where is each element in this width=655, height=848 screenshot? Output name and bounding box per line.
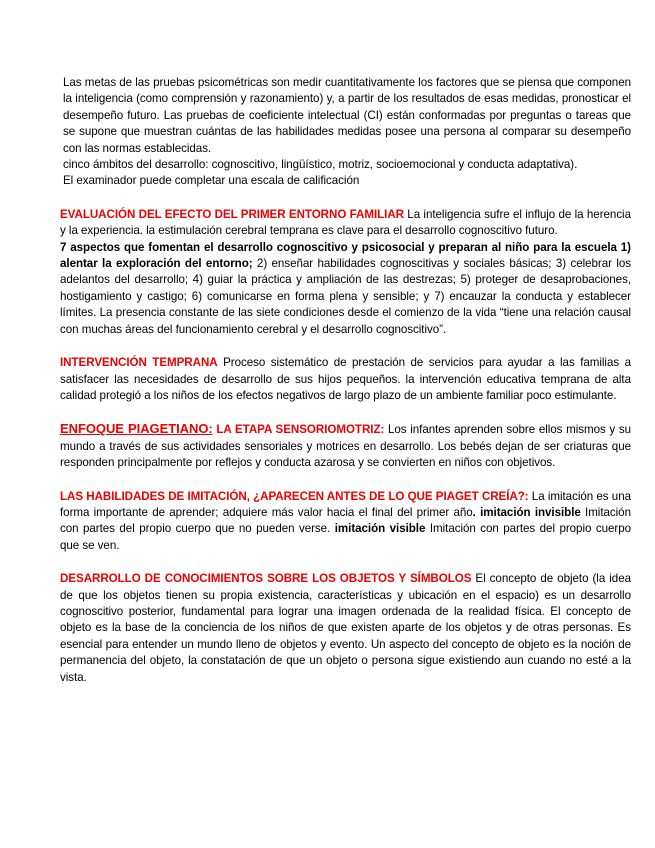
section-early-intervention <box>60 355 631 404</box>
term-invisible: imitación invisible <box>475 505 581 519</box>
intro-paragraph <box>60 75 631 190</box>
section-heading: INTERVENCIÓN TEMPRANA <box>60 356 218 370</box>
section-piagetian <box>60 421 631 471</box>
section-text: La inteligencia sufre el influjo de la herencia y la experiencia. la estimulación cerebral temprana es clave para el desarrollo cognoscitivo futuro. <box>60 207 631 238</box>
section-heading: LAS HABILIDADES DE IMITACIÓN, ¿APARECEN ANTES DE LO QUE PIAGET CREÍA?: <box>60 489 529 503</box>
intro-domains: cinco ámbitos del desarrollo: cognoscitivo, lingüístico, motriz, socioemocional y conducta adaptativa). <box>63 158 578 172</box>
section-heading: DESARROLLO DE CONOCIMIENTOS SOBRE LOS OBJETOS Y SÍMBOLOS <box>60 572 472 586</box>
intro-examiner: El examinador puede completar una escala de calificación <box>63 174 360 188</box>
section-text: El concepto de objeto (la idea de que los objetos tienen su propia existencia, características y ubicación en el espacio) es un desarrollo cognoscitivo posterior, fundamental para lograr una imagen ordenada de la realidad física. El concepto de objeto es la base de la conciencia de los niños de que existen aparte de los objetos y de otras personas. Es esencial para entender un mundo lleno de objetos y evento. Un aspecto del concepto de objeto es la noción de permanencia del objeto, la constatación de que un objeto o persona sigue existiendo aun cuando no esté a la vista. <box>60 572 631 684</box>
aspects-text: 2) enseñar habilidades cognoscitivas y sociales básicas; 3) celebrar los adelantos del desarrollo; 4) guiar la práctica y ampliación de las destrezas; 5) proteger de desaprobaciones, hostigamiento y castigo; 6) comunicarse en forma plena y sensible; y 7) encauzar la conducta y establecer límites. La presencia constante de las siete condiciones desde el comienzo de la vida “tiene una relación causal con muchas áreas del funcionamiento cerebral y el desarrollo cognoscitivo”. <box>60 257 631 336</box>
term-visible: imitación visible <box>330 522 426 536</box>
section-heading-underlined: ENFOQUE PIAGETIANO: <box>60 421 213 437</box>
term-visible-text: Imitación con partes del propio cuerpo que se ven. <box>60 522 631 552</box>
document-body <box>60 75 631 686</box>
section-text: Proceso sistemático de prestación de servicios para ayudar a las familias a satisfacer las necesidades de desarrollo de sus hijos pequeños. la intervención educativa temprana de alta calidad protegió a los niños de los efectos negativos de largo plazo de un ambiente familiar poco estimulante. <box>60 356 631 402</box>
section-imitation <box>60 489 631 555</box>
section-family-environment <box>60 207 631 338</box>
section-heading: EVALUACIÓN DEL EFECTO DEL PRIMER ENTORNO FAMILIAR <box>60 207 404 221</box>
section-heading: LA ETAPA SENSORIOMOTRIZ: <box>212 423 385 437</box>
section-text: La imitación es una forma importante de aprender; adquiere más valor hacia el final del primer año <box>60 489 631 519</box>
section-objects-symbols <box>60 571 631 686</box>
section-text: Los infantes aprenden sobre ellos mismos y su mundo a través de sus actividades sensoriales y motrices en desarrollo. Los bebés dejan de ser criaturas que responden principalmente por reflejos y conducta azarosa y se convierten en niños con objetivos. <box>60 423 632 470</box>
intro-text: Las metas de las pruebas psicométricas son medir cuantitativamente los factores que se piensa que componen la inteligencia (como comprensión y razonamiento) y, a partir de los resultados de esas medidas, pronosticar el desempeño futuro. Las pruebas de coeficiente intelectual (CI) están conformadas por preguntas o tareas que se supone que muestran cuántas de las habilidades medidas posee una persona al comparar su desempeño con las normas establecidas. <box>63 76 631 155</box>
period: . <box>472 505 476 519</box>
term-invisible-text: Imitación con partes del propio cuerpo que no pueden verse. <box>60 505 631 536</box>
bold-aspects: 7 aspectos que fomentan el desarrollo cognoscitivo y psicosocial y preparan al niño para la escuela 1) alentar la exploración del entorno; <box>60 240 631 271</box>
